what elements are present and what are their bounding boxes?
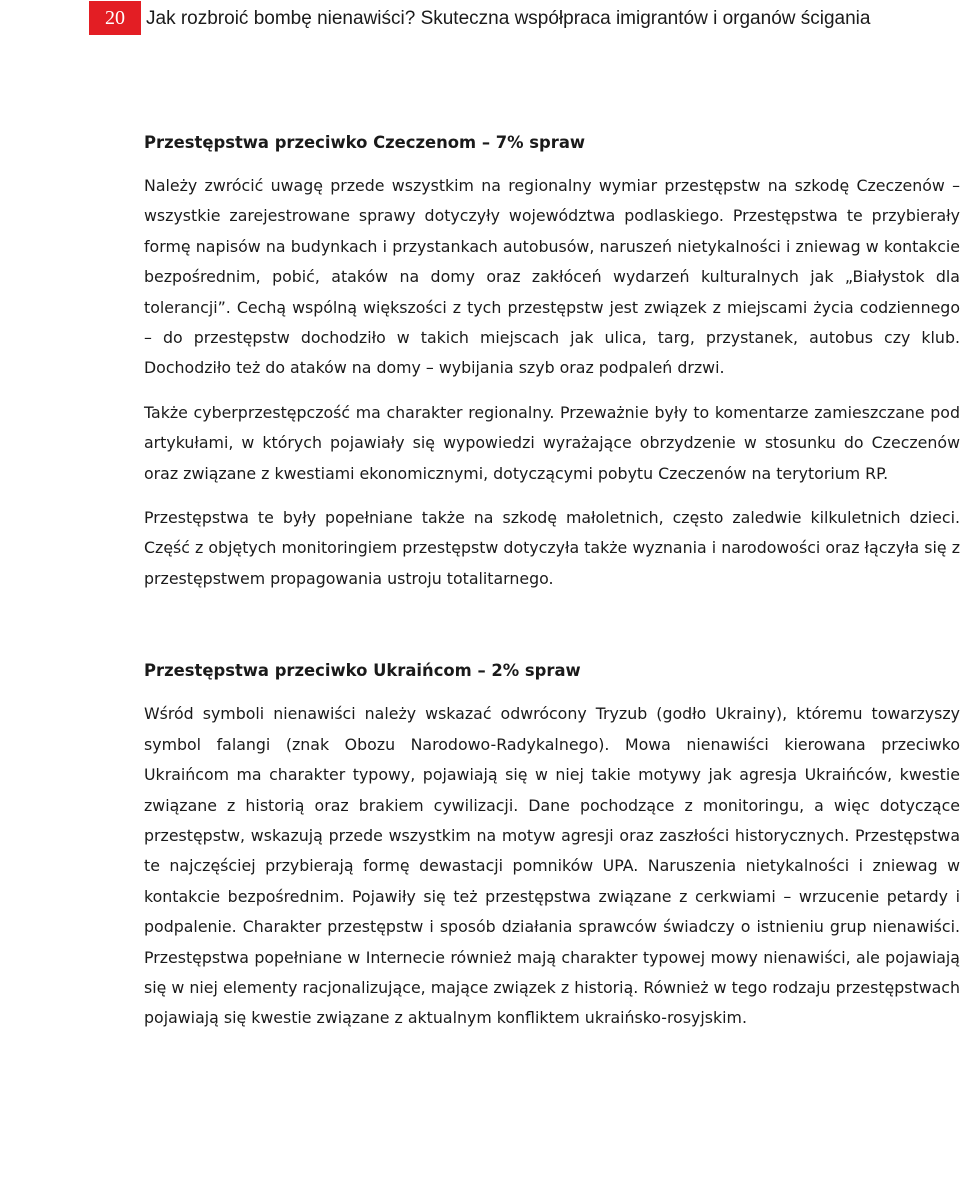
section-chechens: [144, 128, 960, 594]
paragraph: Przestępstwa te były popełniane także na szkodę małoletnich, często zaledwie kilkuletnich dzieci. Część z objętych monitoringiem przestępstw dotyczyła także wyznania i narodowości oraz łączyła się z przestępstwem propagowania ustroju totalitarnego.: [144, 508, 960, 588]
page-number: 20: [89, 1, 141, 35]
paragraph: Także cyberprzestępczość ma charakter regionalny. Przeważnie były to komentarze zamieszczane pod artykułami, w których pojawiały się wypowiedzi wyrażające obrzydzenie w stosunku do Czeczenów oraz związane z kwestiami ekonomicznymi, dotyczącymi pobytu Czeczenów na terytorium RP.: [144, 402, 960, 483]
page-header: [0, 0, 960, 36]
section-title: Przestępstwa przeciwko Czeczenom – 7% spraw: [144, 133, 586, 152]
document-body: [144, 128, 960, 1034]
paragraph: Wśród symboli nienawiści należy wskazać odwrócony Tryzub (godło Ukrainy), któremu towarzyszy symbol falangi (znak Obozu Narodowo-Radykalnego). Mowa nienawiści kierowana przeciwko Ukraińcom ma charakter typowy, pojawiają się w niej takie motywy jak agresja Ukraińców, kwestie związane z historią oraz brakiem cywilizacji. Dane pochodzące z monitoringu, a więc dotyczące przestępstw, wskazują przede wszystkim na motyw agresji oraz zaszłości historycznych. Przestępstwa te najczęściej przybierają formę dewastacji pomników UPA. Naruszenia nietykalności i zniewag w kontakcie bezpośrednim. Pojawiły się też przestępstwa związane z cerkwiami – wrzucenie petardy i podpalenie. Charakter przestępstw i sposób działania sprawców świadczy o istnieniu grup nienawiści. Przestępstwa popełniane w Internecie również mają charakter typowej mowy nienawiści, ale pojawiają się w niej elementy racjonalizujące, mające związek z historią. Również w tego rodzaju przestępstwach pojawiają się kwestie związane z aktualnym konfliktem ukraińsko-rosyjskim.: [144, 704, 960, 1028]
running-title: Jak rozbroić bombę nienawiści? Skuteczna współpraca imigrantów i organów ścigania: [146, 8, 871, 29]
section-title: Przestępstwa przeciwko Ukraińcom – 2% spraw: [144, 661, 581, 681]
section-ukrainians: [144, 656, 960, 1033]
paragraph: Należy zwrócić uwagę przede wszystkim na regionalny wymiar przestępstw na szkodę Czeczenów – wszystkie zarejestrowane sprawy dotyczyły województwa podlaskiego. Przestępstwa te przybierały formę napisów na budynkach i przystankach autobusów, naruszeń nietykalności i zniewag w kontakcie bezpośrednim, pobić, ataków na domy oraz zakłóceń wydarzeń kulturalnych jak „Białystok dla tolerancji”. Cechą wspólną większości z tych przestępstw jest związek z miejscami życia codziennego – do przestępstw dochodziło w takich miejscach jak ulica, targ, przystanek, autobus czy klub. Dochodziło też do ataków na domy – wybijania szyb oraz podpaleń drzwi.: [144, 176, 960, 378]
